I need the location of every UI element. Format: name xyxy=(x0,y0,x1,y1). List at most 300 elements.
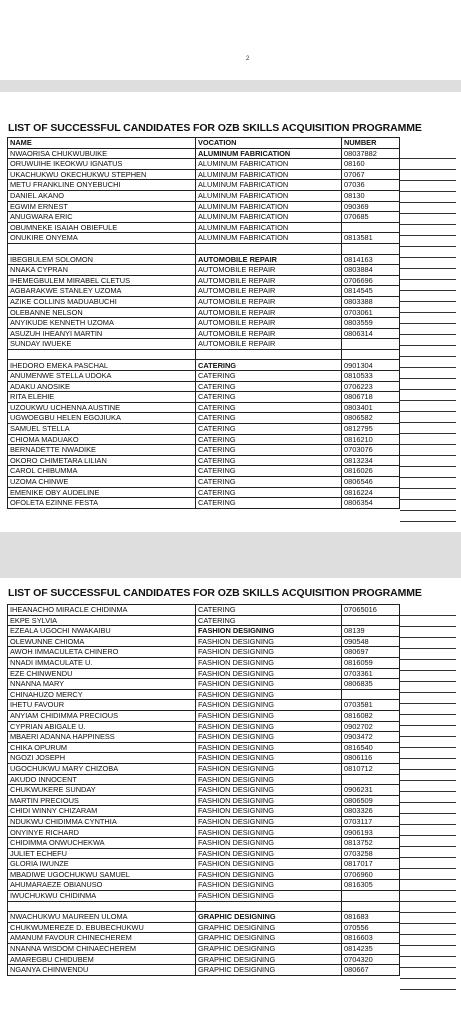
phone-number-cell: 070685 xyxy=(342,212,400,223)
vocation-cell: AUTOMOBILE REPAIR xyxy=(196,296,342,307)
vocation-cell: FASHION DESIGNING xyxy=(196,626,342,637)
vocation-cell: CATERING xyxy=(196,424,342,435)
phone-number-cell: 0706223 xyxy=(342,381,400,392)
vocation-cell: FASHION DESIGNING xyxy=(196,880,342,891)
rule-line xyxy=(400,511,456,522)
candidate-name-cell: AZIKE COLLINS MADUABUCHI xyxy=(8,296,196,307)
table-header-row xyxy=(8,138,400,149)
phone-number-cell: 0814163 xyxy=(342,254,400,265)
rule-line xyxy=(400,390,456,401)
vocation-cell: CATERING xyxy=(196,360,342,371)
table-row xyxy=(8,487,400,498)
rule-line xyxy=(400,313,456,324)
candidate-name-cell: EKPE SYLVIA xyxy=(8,615,196,626)
rule-line xyxy=(400,170,456,181)
phone-number-cell xyxy=(342,891,400,902)
table-row xyxy=(8,212,400,223)
rule-line xyxy=(400,247,456,258)
rule-line xyxy=(400,605,456,616)
table-row xyxy=(8,636,400,647)
phone-number-cell: 0816026 xyxy=(342,466,400,477)
table-row xyxy=(8,605,400,616)
rule-line xyxy=(400,957,456,968)
table-row xyxy=(8,880,400,891)
candidate-name-cell: AHUMARAEZE OBIANUSO xyxy=(8,880,196,891)
vocation-cell: AUTOMOBILE REPAIR xyxy=(196,318,342,329)
document-sheet-1 xyxy=(0,92,461,532)
candidate-name-cell: ADAKU ANOSIKE xyxy=(8,381,196,392)
phone-number-cell: 0806582 xyxy=(342,413,400,424)
vocation-cell: FASHION DESIGNING xyxy=(196,657,342,668)
table-row xyxy=(8,254,400,265)
table-row xyxy=(8,944,400,955)
rule-line xyxy=(400,825,456,836)
vocation-cell: CATERING xyxy=(196,498,342,509)
candidate-name-cell: AGBARAKWE STANLEY UZOMA xyxy=(8,286,196,297)
candidate-name-cell: CHUKWUMEREZE D. EBUBECHUKWU xyxy=(8,922,196,933)
phone-number-cell: 0816224 xyxy=(342,487,400,498)
candidate-name-cell: CHIKA OPURUM xyxy=(8,742,196,753)
rule-line xyxy=(400,412,456,423)
rule-line xyxy=(400,467,456,478)
rule-line xyxy=(400,401,456,412)
phone-number-cell: 0902702 xyxy=(342,721,400,732)
candidate-name-cell: RITA ELEHIE xyxy=(8,392,196,403)
table-row xyxy=(8,626,400,637)
rule-line xyxy=(400,902,456,913)
rule-line xyxy=(400,616,456,627)
table-row xyxy=(8,222,400,233)
phone-number-cell: 090548 xyxy=(342,636,400,647)
phone-number-cell: 0816082 xyxy=(342,710,400,721)
vocation-cell: ALUMINUM FABRICATION xyxy=(196,201,342,212)
table-row xyxy=(8,159,400,170)
candidate-name-cell: IHETU FAVOUR xyxy=(8,700,196,711)
phone-number-cell: 0806835 xyxy=(342,679,400,690)
table-row xyxy=(8,859,400,870)
table-row xyxy=(8,265,400,276)
table-row xyxy=(8,477,400,488)
rule-line xyxy=(400,627,456,638)
vocation-cell xyxy=(196,901,342,912)
candidate-name-cell: EZEALA UGOCHI NWAKAIBU xyxy=(8,626,196,637)
phone-number-cell: 07067 xyxy=(342,169,400,180)
phone-number-cell: 0816603 xyxy=(342,933,400,944)
table-row xyxy=(8,392,400,403)
rule-line xyxy=(400,280,456,291)
candidate-name-cell: IHEDORO EMEKA PASCHAL xyxy=(8,360,196,371)
phone-number-cell: 0803401 xyxy=(342,402,400,413)
table-row xyxy=(8,455,400,466)
phone-number-cell: 0806354 xyxy=(342,498,400,509)
blank-row xyxy=(8,901,400,912)
rule-line xyxy=(400,489,456,500)
vocation-cell: FASHION DESIGNING xyxy=(196,636,342,647)
vocation-cell: FASHION DESIGNING xyxy=(196,763,342,774)
phone-number-cell: 0806314 xyxy=(342,328,400,339)
candidates-table-1 xyxy=(7,137,400,509)
vocation-cell: CATERING xyxy=(196,371,342,382)
table-row xyxy=(8,732,400,743)
phone-number-cell: 0813581 xyxy=(342,233,400,244)
candidate-name-cell: OKORO CHIMETARA LILIAN xyxy=(8,455,196,466)
phone-number-cell: 0803559 xyxy=(342,318,400,329)
candidate-name-cell xyxy=(8,901,196,912)
phone-number-cell: 0703258 xyxy=(342,848,400,859)
table-row xyxy=(8,286,400,297)
candidate-name-cell: NDUKWU CHIDIMMA CYNTHIA xyxy=(8,816,196,827)
candidate-name-cell: AMANUM FAVOUR CHINECHEREM xyxy=(8,933,196,944)
vocation-cell: CATERING xyxy=(196,615,342,626)
phone-number-cell: 0703076 xyxy=(342,445,400,456)
vocation-cell: CATERING xyxy=(196,445,342,456)
table-row xyxy=(8,615,400,626)
candidate-name-cell: NNANNA WISDOM CHINAECHEREM xyxy=(8,944,196,955)
table-row xyxy=(8,933,400,944)
candidate-name-cell: IHEMEGBULEM MIRABEL CLETUS xyxy=(8,275,196,286)
rule-line xyxy=(400,324,456,335)
rule-line xyxy=(400,660,456,671)
candidate-name-cell: SUNDAY IWUEKE xyxy=(8,339,196,350)
vocation-cell: CATERING xyxy=(196,455,342,466)
table-row xyxy=(8,689,400,700)
vocation-cell: FASHION DESIGNING xyxy=(196,816,342,827)
candidate-name-cell: MBAERI ADANNA HAPPINESS xyxy=(8,732,196,743)
rule-line xyxy=(400,269,456,280)
rule-line xyxy=(400,148,456,159)
rule-line xyxy=(400,869,456,880)
phone-number-cell: 0813234 xyxy=(342,455,400,466)
rule-line xyxy=(400,236,456,247)
table-row xyxy=(8,360,400,371)
table-row xyxy=(8,647,400,658)
rule-line xyxy=(400,836,456,847)
candidate-name-cell: NNANNA MARY xyxy=(8,679,196,690)
vocation-cell: CATERING xyxy=(196,605,342,616)
candidate-name-cell: BERNADETTE NWADIKE xyxy=(8,445,196,456)
candidate-name-cell: CHIOMA MADUAKO xyxy=(8,434,196,445)
phone-number-cell xyxy=(342,774,400,785)
candidate-name-cell: ANYIAM CHIDIMMA PRECIOUS xyxy=(8,710,196,721)
phone-number-cell: 0704320 xyxy=(342,954,400,965)
right-rule-lines-2 xyxy=(400,605,456,990)
candidate-name-cell: CHUKWUKERE SUNDAY xyxy=(8,785,196,796)
phone-number-cell xyxy=(342,615,400,626)
rule-line xyxy=(400,500,456,511)
vocation-cell: FASHION DESIGNING xyxy=(196,732,342,743)
candidate-name-cell: OFOLETA EZINNE FESTA xyxy=(8,498,196,509)
vocation-cell: CATERING xyxy=(196,392,342,403)
phone-number-cell xyxy=(342,901,400,912)
table-row xyxy=(8,201,400,212)
candidate-name-cell: ANUGWARA ERIC xyxy=(8,212,196,223)
vocation-cell: FASHION DESIGNING xyxy=(196,859,342,870)
phone-number-cell: 0816210 xyxy=(342,434,400,445)
phone-number-cell: 0803388 xyxy=(342,296,400,307)
rule-line xyxy=(400,335,456,346)
rule-line xyxy=(400,649,456,660)
candidate-name-cell: CHIDIMMA ONWUCHEKWA xyxy=(8,838,196,849)
candidate-name-cell: NWAORISA CHUKWUBUIKE xyxy=(8,148,196,159)
phone-number-cell: 0806509 xyxy=(342,795,400,806)
candidate-name-cell: OBUMNEKE ISAIAH OBIEFULE xyxy=(8,222,196,233)
phone-number-cell: 0703117 xyxy=(342,816,400,827)
rule-line xyxy=(400,291,456,302)
table-row xyxy=(8,466,400,477)
phone-number-cell: 0814545 xyxy=(342,286,400,297)
candidate-name-cell: JULIET ECHEFU xyxy=(8,848,196,859)
phone-number-cell: 08130 xyxy=(342,190,400,201)
column-header-name: NAME xyxy=(8,138,196,149)
table-row xyxy=(8,922,400,933)
rule-line xyxy=(400,434,456,445)
vocation-cell xyxy=(196,243,342,254)
phone-number-cell: 0703581 xyxy=(342,700,400,711)
vocation-cell: FASHION DESIGNING xyxy=(196,753,342,764)
vocation-cell: ALUMINUM FABRICATION xyxy=(196,190,342,201)
blank-row xyxy=(8,243,400,254)
table-row xyxy=(8,498,400,509)
rule-line xyxy=(400,704,456,715)
table-row xyxy=(8,954,400,965)
candidate-name-cell: NNADI IMMACULATE U. xyxy=(8,657,196,668)
candidate-name-cell: NNAKA CYPRAN xyxy=(8,265,196,276)
candidate-name-cell xyxy=(8,243,196,254)
rule-line xyxy=(400,368,456,379)
rule-line xyxy=(400,814,456,825)
vocation-cell: FASHION DESIGNING xyxy=(196,700,342,711)
vocation-cell: FASHION DESIGNING xyxy=(196,891,342,902)
phone-number-cell: 0816059 xyxy=(342,657,400,668)
table-row xyxy=(8,657,400,668)
vocation-cell: FASHION DESIGNING xyxy=(196,838,342,849)
table-row xyxy=(8,891,400,902)
table-row xyxy=(8,296,400,307)
rule-line xyxy=(400,770,456,781)
table-row xyxy=(8,795,400,806)
phone-number-cell xyxy=(342,689,400,700)
vocation-cell xyxy=(196,349,342,360)
rule-line xyxy=(400,968,456,979)
candidate-name-cell: DANIEL AKANO xyxy=(8,190,196,201)
vocation-cell: FASHION DESIGNING xyxy=(196,827,342,838)
rule-line xyxy=(400,880,456,891)
phone-number-cell: 08160 xyxy=(342,159,400,170)
candidate-name-cell: ANUMENWE STELLA UDOKA xyxy=(8,371,196,382)
page-gap-middle xyxy=(0,532,461,578)
vocation-cell: FASHION DESIGNING xyxy=(196,848,342,859)
table-row xyxy=(8,721,400,732)
candidate-name-cell: ANYIKUDE KENNETH UZOMA xyxy=(8,318,196,329)
vocation-cell: AUTOMOBILE REPAIR xyxy=(196,328,342,339)
rule-line xyxy=(400,946,456,957)
candidate-name-cell: NWACHUKWU MAUREEN ULOMA xyxy=(8,912,196,923)
table-row xyxy=(8,816,400,827)
table-row xyxy=(8,233,400,244)
table-row xyxy=(8,339,400,350)
candidate-name-cell: ONYINYE RICHARD xyxy=(8,827,196,838)
table-row xyxy=(8,328,400,339)
vocation-cell: FASHION DESIGNING xyxy=(196,774,342,785)
candidate-name-cell: EMENIKE OBY AUDELINE xyxy=(8,487,196,498)
phone-number-cell: 0810533 xyxy=(342,371,400,382)
rule-line xyxy=(400,445,456,456)
candidate-name-cell: SAMUEL STELLA xyxy=(8,424,196,435)
page-number: 2 xyxy=(246,56,250,62)
table-row xyxy=(8,148,400,159)
table-row xyxy=(8,753,400,764)
vocation-cell: GRAPHIC DESIGNING xyxy=(196,944,342,955)
rule-line xyxy=(400,781,456,792)
vocation-cell: CATERING xyxy=(196,487,342,498)
blank-row xyxy=(8,349,400,360)
rule-line xyxy=(400,913,456,924)
table-row xyxy=(8,402,400,413)
phone-number-cell: 0703061 xyxy=(342,307,400,318)
phone-number-cell: 080667 xyxy=(342,965,400,976)
table-row xyxy=(8,275,400,286)
vocation-cell: FASHION DESIGNING xyxy=(196,806,342,817)
candidate-name-cell: IWUCHUKWU CHIDINMA xyxy=(8,891,196,902)
rule-line xyxy=(400,792,456,803)
rule-line xyxy=(400,715,456,726)
phone-number-cell: 0703361 xyxy=(342,668,400,679)
table-row xyxy=(8,785,400,796)
rule-line xyxy=(400,979,456,990)
table-row xyxy=(8,413,400,424)
vocation-cell: GRAPHIC DESIGNING xyxy=(196,954,342,965)
table-row xyxy=(8,774,400,785)
right-rule-lines-1 xyxy=(400,148,456,522)
vocation-cell: FASHION DESIGNING xyxy=(196,742,342,753)
table-row xyxy=(8,742,400,753)
candidate-name-cell: ASUZUH IHEANYI MARTIN xyxy=(8,328,196,339)
rule-line xyxy=(400,759,456,770)
phone-number-cell: 090369 xyxy=(342,201,400,212)
rule-line xyxy=(400,924,456,935)
vocation-cell: CATERING xyxy=(196,477,342,488)
vocation-cell: CATERING xyxy=(196,466,342,477)
vocation-cell: FASHION DESIGNING xyxy=(196,647,342,658)
rule-line xyxy=(400,302,456,313)
rule-line xyxy=(400,671,456,682)
vocation-cell: FASHION DESIGNING xyxy=(196,668,342,679)
table-row xyxy=(8,190,400,201)
vocation-cell: GRAPHIC DESIGNING xyxy=(196,965,342,976)
table-row xyxy=(8,424,400,435)
rule-line xyxy=(400,346,456,357)
vocation-cell: FASHION DESIGNING xyxy=(196,869,342,880)
candidate-name-cell xyxy=(8,349,196,360)
candidate-name-cell: NGANYA CHINWENDU xyxy=(8,965,196,976)
vocation-cell: AUTOMOBILE REPAIR xyxy=(196,339,342,350)
rule-line xyxy=(400,726,456,737)
candidate-name-cell: AWOH IMMACULETA CHINERO xyxy=(8,647,196,658)
vocation-cell: AUTOMOBILE REPAIR xyxy=(196,307,342,318)
phone-number-cell: 0803326 xyxy=(342,806,400,817)
phone-number-cell: 0803884 xyxy=(342,265,400,276)
phone-number-cell: 0806546 xyxy=(342,477,400,488)
vocation-cell: AUTOMOBILE REPAIR xyxy=(196,265,342,276)
list-title: LIST OF SUCCESSFUL CANDIDATES FOR OZB SKILLS ACQUISITION PROGRAMME xyxy=(8,122,422,134)
table-row xyxy=(8,180,400,191)
phone-number-cell: 0906193 xyxy=(342,827,400,838)
candidate-name-cell: EGWIM ERNEST xyxy=(8,201,196,212)
candidate-name-cell: AMAREGBU CHIDUBEM xyxy=(8,954,196,965)
phone-number-cell: 0817017 xyxy=(342,859,400,870)
vocation-cell: AUTOMOBILE REPAIR xyxy=(196,286,342,297)
vocation-cell: CATERING xyxy=(196,402,342,413)
vocation-cell: ALUMINUM FABRICATION xyxy=(196,180,342,191)
candidate-name-cell: UKACHUKWU OKECHUKWU STEPHEN xyxy=(8,169,196,180)
rule-line xyxy=(400,803,456,814)
rule-line xyxy=(400,357,456,368)
page-gap-top xyxy=(0,80,461,92)
vocation-cell: ALUMINUM FABRICATION xyxy=(196,222,342,233)
phone-number-cell xyxy=(342,222,400,233)
rule-line xyxy=(400,181,456,192)
table-row xyxy=(8,869,400,880)
rule-line xyxy=(400,638,456,649)
vocation-cell: FASHION DESIGNING xyxy=(196,795,342,806)
table-row xyxy=(8,371,400,382)
rule-line xyxy=(400,192,456,203)
candidate-name-cell: EZE CHINWENDU xyxy=(8,668,196,679)
phone-number-cell: 0806718 xyxy=(342,392,400,403)
vocation-cell: FASHION DESIGNING xyxy=(196,710,342,721)
document-sheet-2 xyxy=(0,578,461,1024)
rule-line xyxy=(400,891,456,902)
phone-number-cell: 0816305 xyxy=(342,880,400,891)
rule-line xyxy=(400,847,456,858)
rule-line xyxy=(400,258,456,269)
rule-line xyxy=(400,478,456,489)
candidate-name-cell: UZOMA CHINWE xyxy=(8,477,196,488)
vocation-cell: CATERING xyxy=(196,381,342,392)
table-row xyxy=(8,668,400,679)
table-row xyxy=(8,318,400,329)
rule-line xyxy=(400,693,456,704)
phone-number-cell: 0806116 xyxy=(342,753,400,764)
candidate-name-cell: MARTIN PRECIOUS xyxy=(8,795,196,806)
vocation-cell: ALUMINUM FABRICATION xyxy=(196,169,342,180)
phone-number-cell: 0816540 xyxy=(342,742,400,753)
rule-line xyxy=(400,423,456,434)
candidate-name-cell: CHIDI WINNY CHIZARAM xyxy=(8,806,196,817)
candidate-name-cell: GLORIA IWUNZE xyxy=(8,859,196,870)
candidate-name-cell: ORUWUIHE IKEOKWU IGNATUS xyxy=(8,159,196,170)
table-row xyxy=(8,445,400,456)
candidate-name-cell: ONUKIRE ONYEMA xyxy=(8,233,196,244)
rule-line xyxy=(400,737,456,748)
candidate-name-cell: UZOUKWU UCHENNA AUSTINE xyxy=(8,402,196,413)
phone-number-cell: 07036 xyxy=(342,180,400,191)
phone-number-cell: 0903472 xyxy=(342,732,400,743)
table-row xyxy=(8,763,400,774)
vocation-cell: FASHION DESIGNING xyxy=(196,679,342,690)
rule-line xyxy=(400,456,456,467)
table-row xyxy=(8,679,400,690)
vocation-cell: CATERING xyxy=(196,413,342,424)
phone-number-cell: 08037882 xyxy=(342,148,400,159)
rule-line xyxy=(400,858,456,869)
candidate-name-cell: IHEANACHO MIRACLE CHIDINMA xyxy=(8,605,196,616)
table-row xyxy=(8,838,400,849)
vocation-cell: FASHION DESIGNING xyxy=(196,689,342,700)
rule-line xyxy=(400,379,456,390)
candidate-name-cell: UGWOEGBU HELEN EGOJIUKA xyxy=(8,413,196,424)
phone-number-cell: 08139 xyxy=(342,626,400,637)
